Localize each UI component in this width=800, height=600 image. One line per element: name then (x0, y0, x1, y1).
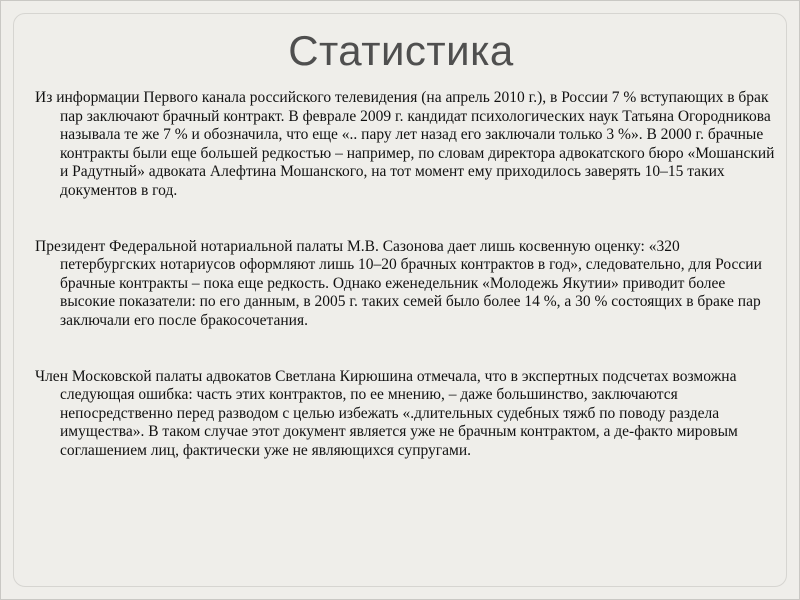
paragraph-channel-one: Из информации Первого канала российского телевидения (на апрель 2010 г.), в России 7 % вступающих в брак пар заключают брачный контракт. В феврале 2009 г. кандидат психологических наук Татьяна Огородникова называла те же 7 % и обозначила, что еще «.. пару лет назад его заключали только 3 %». В 2000 г. брачные контракты были еще большей редкостью – например, по словам директора адвокатского бюро «Мошанский и Радутный» адвоката Алефтина Мошанского, на тот момент ему приходилось заверять 10–15 таких документов в год. (35, 89, 775, 199)
paragraph-notary-chamber: Президент Федеральной нотариальной палаты М.В. Сазонова дает лишь косвенную оценку: «320 петербургских нотариусов оформляют лишь 10–20 брачных контрактов в год», следовательно, для России брачные контракты – пока еще редкость. Однако еженедельник «Молодежь Якутии» приводит более высокие показатели: по его данным, в 2005 г. таких семей было более 14 %, а 30 % состоящих в браке пар заключали его после бракосочетания. (35, 237, 762, 329)
paragraph-lawyer-opinion: Член Московской палаты адвокатов Светлана Кирюшина отмечала, что в экспертных подсчетах возможна следующая ошибка: часть этих контрактов, по ее мнению, – даже большинство, заключаются непосредственно перед разводом с целью избежать «.длительных судебных тяжб по поводу раздела имущества». В таком случае этот документ является уже не брачным контрактом, а де-факто мировым соглашением лиц, фактически уже не являющихся супругами. (35, 367, 738, 459)
slide-title: Статистика (288, 27, 514, 74)
slide-body (35, 89, 775, 498)
